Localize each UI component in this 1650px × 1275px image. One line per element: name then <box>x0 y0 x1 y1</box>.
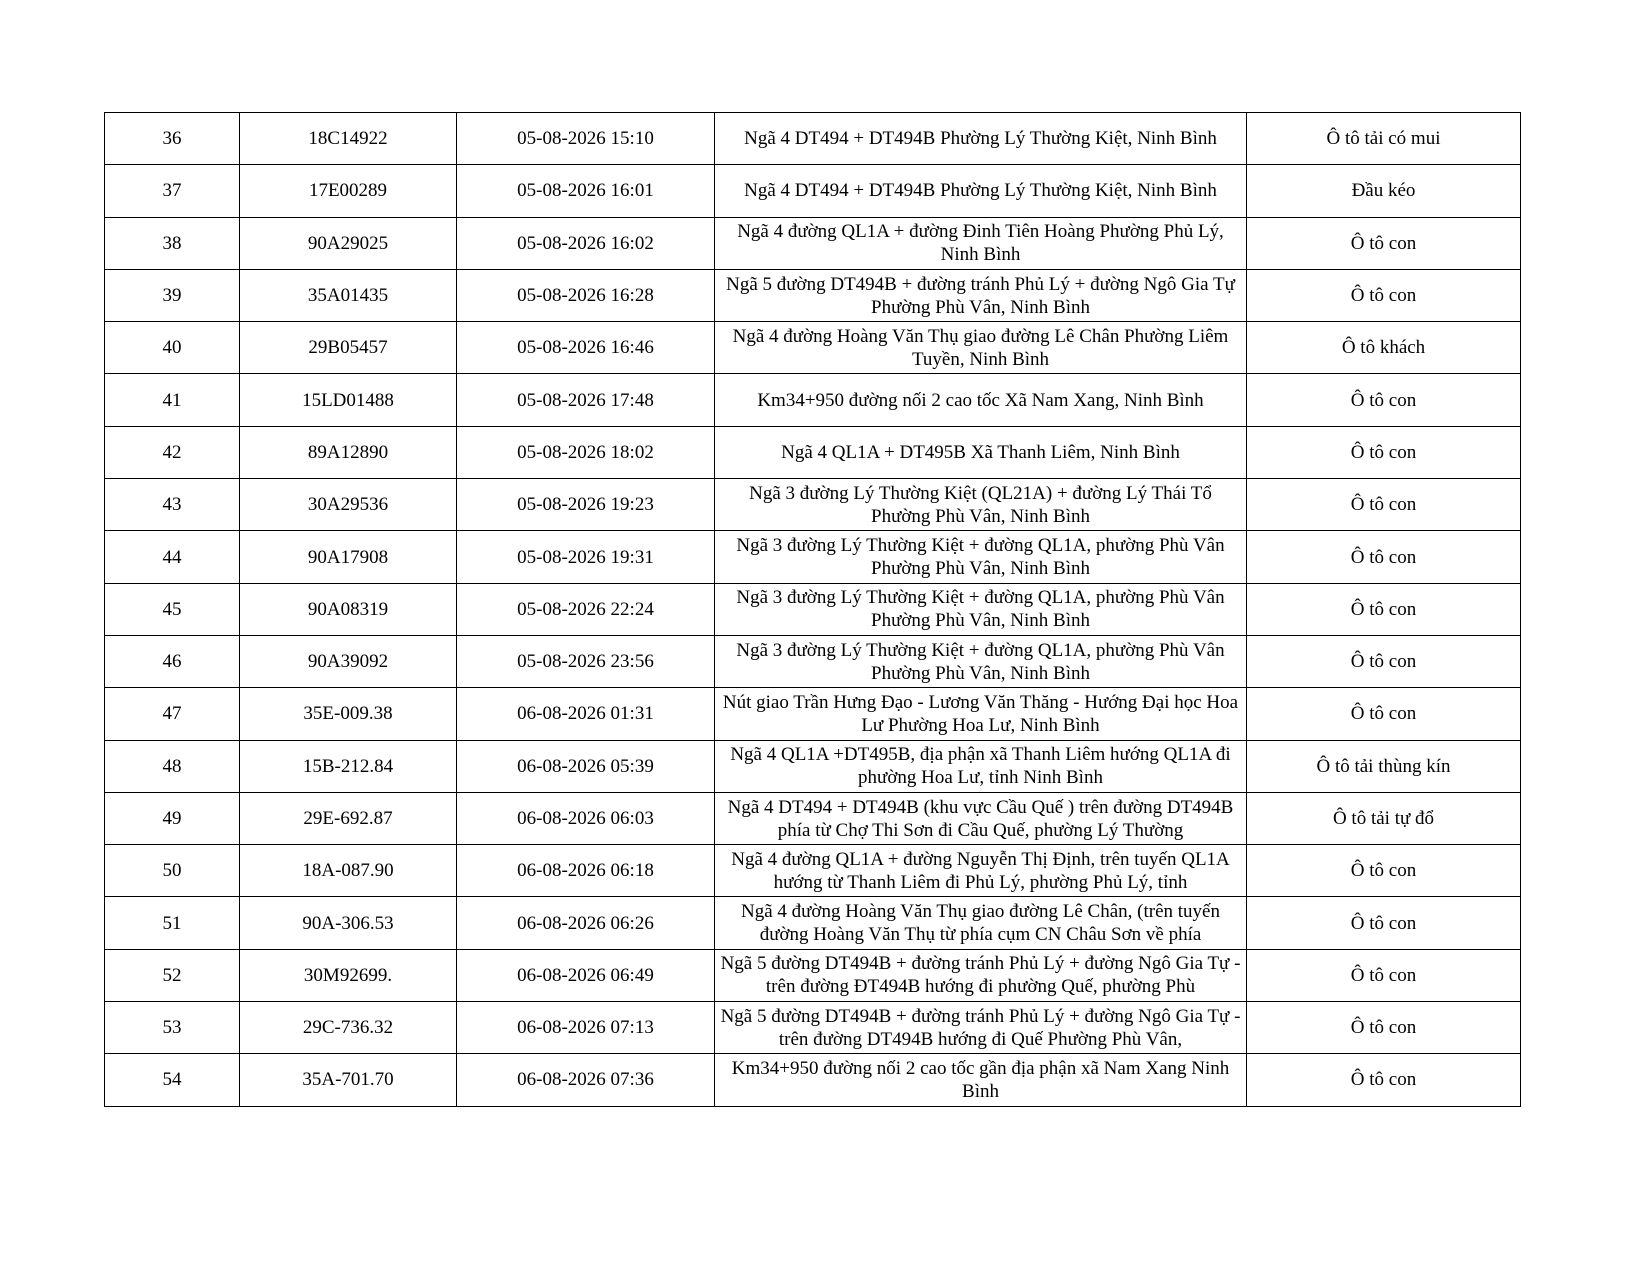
stt-cell: 48 <box>105 740 240 792</box>
vehicle-type-cell: Ô tô con <box>1247 1002 1521 1054</box>
time-cell: 05-08-2026 16:28 <box>457 269 715 321</box>
vehicle-type-cell: Ô tô khách <box>1247 322 1521 374</box>
table-row <box>105 1002 1521 1054</box>
stt-cell: 49 <box>105 792 240 844</box>
time-cell: 05-08-2026 16:01 <box>457 165 715 217</box>
plate-cell: 18A-087.90 <box>240 845 457 897</box>
vehicle-type-cell: Ô tô con <box>1247 583 1521 635</box>
location-text: Ngã 3 đường Lý Thường Kiệt (QL21A) + đường Lý Thái Tổ Phường Phù Vân, Ninh Bình <box>749 482 1212 527</box>
vehicle-type-cell: Ô tô con <box>1247 217 1521 269</box>
table-row <box>105 113 1521 165</box>
table-row <box>105 845 1521 897</box>
vehicle-type-cell: Ô tô con <box>1247 897 1521 949</box>
location-text: Ngã 4 đường Hoàng Văn Thụ giao đường Lê Chân, (trên tuyến đường Hoàng Văn Thụ từ phía cụm CN Châu Sơn về phía <box>740 901 1220 946</box>
location-text: Nút giao Trần Hưng Đạo - Lương Văn Thăng - Hướng Đại học Hoa Lư Phường Hoa Lư, Ninh Bình <box>722 691 1239 736</box>
time-cell: 06-08-2026 01:31 <box>457 688 715 740</box>
plate-cell: 90A39092 <box>240 635 457 687</box>
location-text: Km34+950 đường nối 2 cao tốc gần địa phận xã Nam Xang Ninh Bình <box>731 1057 1230 1102</box>
stt-cell: 43 <box>105 479 240 531</box>
location-text: Ngã 4 QL1A + DT495B Xã Thanh Liêm, Ninh Bình <box>781 441 1180 463</box>
vehicle-type-cell: Ô tô tải thùng kín <box>1247 740 1521 792</box>
plate-cell: 29B05457 <box>240 322 457 374</box>
table-row <box>105 792 1521 844</box>
location-cell <box>715 165 1247 217</box>
plate-cell: 90A-306.53 <box>240 897 457 949</box>
vehicle-type-cell: Ô tô con <box>1247 1054 1521 1106</box>
table-row <box>105 740 1521 792</box>
stt-cell: 46 <box>105 635 240 687</box>
location-cell <box>715 845 1247 897</box>
time-cell: 06-08-2026 07:36 <box>457 1054 715 1106</box>
table-row <box>105 217 1521 269</box>
location-cell <box>715 1054 1247 1106</box>
location-text: Ngã 5 đường DT494B + đường tránh Phủ Lý + đường Ngô Gia Tự - trên đường ĐT494B hướng đi phường Quế, phường Phù <box>720 953 1241 998</box>
time-cell: 05-08-2026 22:24 <box>457 583 715 635</box>
vehicle-type-cell: Đầu kéo <box>1247 165 1521 217</box>
table-row <box>105 426 1521 478</box>
location-text: Ngã 5 đường DT494B + đường tránh Phủ Lý + đường Ngô Gia Tự Phường Phù Vân, Ninh Bình <box>726 273 1235 318</box>
stt-cell: 47 <box>105 688 240 740</box>
plate-cell: 35A-701.70 <box>240 1054 457 1106</box>
time-cell: 05-08-2026 15:10 <box>457 113 715 165</box>
time-cell: 05-08-2026 16:02 <box>457 217 715 269</box>
location-text: Ngã 4 DT494 + DT494B Phường Lý Thường Kiệt, Ninh Bình <box>744 128 1217 150</box>
table-row <box>105 688 1521 740</box>
stt-cell: 38 <box>105 217 240 269</box>
location-cell <box>715 269 1247 321</box>
vehicle-type-cell: Ô tô tải có mui <box>1247 113 1521 165</box>
time-cell: 05-08-2026 23:56 <box>457 635 715 687</box>
stt-cell: 50 <box>105 845 240 897</box>
time-cell: 05-08-2026 17:48 <box>457 374 715 426</box>
location-text: Ngã 5 đường DT494B + đường tránh Phủ Lý + đường Ngô Gia Tự - trên đường DT494B hướng đi Quế Phường Phù Vân, <box>720 1005 1241 1050</box>
table-row <box>105 635 1521 687</box>
location-text: Ngã 3 đường Lý Thường Kiệt + đường QL1A, phường Phù Vân Phường Phù Vân, Ninh Bình <box>736 639 1225 684</box>
location-text: Ngã 4 DT494 + DT494B (khu vực Cầu Quế ) trên đường DT494B phía từ Chợ Thi Sơn đi Cầu Quế, phường Lý Thường <box>727 796 1234 841</box>
stt-cell: 40 <box>105 322 240 374</box>
plate-cell: 18C14922 <box>240 113 457 165</box>
stt-cell: 51 <box>105 897 240 949</box>
vehicle-type-cell: Ô tô con <box>1247 426 1521 478</box>
location-text: Ngã 4 DT494 + DT494B Phường Lý Thường Kiệt, Ninh Bình <box>744 180 1217 202</box>
plate-cell: 30M92699. <box>240 949 457 1001</box>
time-cell: 06-08-2026 06:49 <box>457 949 715 1001</box>
time-cell: 05-08-2026 19:31 <box>457 531 715 583</box>
time-cell: 05-08-2026 16:46 <box>457 322 715 374</box>
location-cell <box>715 897 1247 949</box>
location-cell <box>715 740 1247 792</box>
stt-cell: 54 <box>105 1054 240 1106</box>
vehicle-type-cell: Ô tô con <box>1247 845 1521 897</box>
location-cell <box>715 635 1247 687</box>
location-cell <box>715 792 1247 844</box>
stt-cell: 44 <box>105 531 240 583</box>
location-cell <box>715 1002 1247 1054</box>
stt-cell: 42 <box>105 426 240 478</box>
table-row <box>105 949 1521 1001</box>
time-cell: 06-08-2026 06:03 <box>457 792 715 844</box>
plate-cell: 90A17908 <box>240 531 457 583</box>
location-text: Ngã 4 đường QL1A + đường Nguyễn Thị Định, trên tuyến QL1A hướng từ Thanh Liêm đi Phủ Lý, phường Phủ Lý, tỉnh <box>731 848 1230 893</box>
stt-cell: 45 <box>105 583 240 635</box>
plate-cell: 29C-736.32 <box>240 1002 457 1054</box>
vehicle-type-cell: Ô tô con <box>1247 269 1521 321</box>
vehicle-type-cell: Ô tô con <box>1247 949 1521 1001</box>
plate-cell: 90A29025 <box>240 217 457 269</box>
vehicle-type-cell: Ô tô con <box>1247 479 1521 531</box>
table-row <box>105 583 1521 635</box>
plate-cell: 15LD01488 <box>240 374 457 426</box>
location-text: Ngã 4 đường QL1A + đường Đinh Tiên Hoàng Phường Phủ Lý, Ninh Bình <box>737 221 1224 266</box>
location-text: Ngã 3 đường Lý Thường Kiệt + đường QL1A, phường Phù Vân Phường Phù Vân, Ninh Bình <box>736 535 1225 580</box>
location-cell <box>715 479 1247 531</box>
vehicle-type-cell: Ô tô con <box>1247 688 1521 740</box>
location-cell <box>715 374 1247 426</box>
vehicle-type-cell: Ô tô con <box>1247 531 1521 583</box>
plate-cell: 35E-009.38 <box>240 688 457 740</box>
plate-cell: 15B-212.84 <box>240 740 457 792</box>
stt-cell: 36 <box>105 113 240 165</box>
violations-table <box>104 112 1521 1107</box>
table-row <box>105 269 1521 321</box>
location-text: Ngã 3 đường Lý Thường Kiệt + đường QL1A, phường Phù Vân Phường Phù Vân, Ninh Bình <box>736 587 1225 632</box>
plate-cell: 35A01435 <box>240 269 457 321</box>
table-row <box>105 374 1521 426</box>
stt-cell: 41 <box>105 374 240 426</box>
table-row <box>105 1054 1521 1106</box>
location-cell <box>715 949 1247 1001</box>
location-cell <box>715 217 1247 269</box>
stt-cell: 37 <box>105 165 240 217</box>
time-cell: 05-08-2026 18:02 <box>457 426 715 478</box>
plate-cell: 30A29536 <box>240 479 457 531</box>
table-row <box>105 897 1521 949</box>
location-cell <box>715 531 1247 583</box>
location-cell <box>715 113 1247 165</box>
stt-cell: 39 <box>105 269 240 321</box>
vehicle-type-cell: Ô tô con <box>1247 374 1521 426</box>
time-cell: 06-08-2026 06:18 <box>457 845 715 897</box>
location-cell <box>715 688 1247 740</box>
location-cell <box>715 583 1247 635</box>
time-cell: 05-08-2026 19:23 <box>457 479 715 531</box>
location-text: Ngã 4 QL1A +DT495B, địa phận xã Thanh Liêm hướng QL1A đi phường Hoa Lư, tỉnh Ninh Bình <box>730 744 1231 789</box>
plate-cell: 29E-692.87 <box>240 792 457 844</box>
table-row <box>105 322 1521 374</box>
location-cell <box>715 426 1247 478</box>
plate-cell: 90A08319 <box>240 583 457 635</box>
table-row <box>105 479 1521 531</box>
location-cell <box>715 322 1247 374</box>
table-row <box>105 531 1521 583</box>
location-text: Km34+950 đường nối 2 cao tốc Xã Nam Xang, Ninh Bình <box>757 389 1204 411</box>
location-text: Ngã 4 đường Hoàng Văn Thụ giao đường Lê Chân Phường Liêm Tuyền, Ninh Bình <box>732 325 1229 370</box>
time-cell: 06-08-2026 06:26 <box>457 897 715 949</box>
table-row <box>105 165 1521 217</box>
plate-cell: 89A12890 <box>240 426 457 478</box>
plate-cell: 17E00289 <box>240 165 457 217</box>
vehicle-type-cell: Ô tô tải tự đổ <box>1247 792 1521 844</box>
stt-cell: 52 <box>105 949 240 1001</box>
vehicle-type-cell: Ô tô con <box>1247 635 1521 687</box>
table-body <box>105 113 1521 1107</box>
time-cell: 06-08-2026 05:39 <box>457 740 715 792</box>
stt-cell: 53 <box>105 1002 240 1054</box>
time-cell: 06-08-2026 07:13 <box>457 1002 715 1054</box>
